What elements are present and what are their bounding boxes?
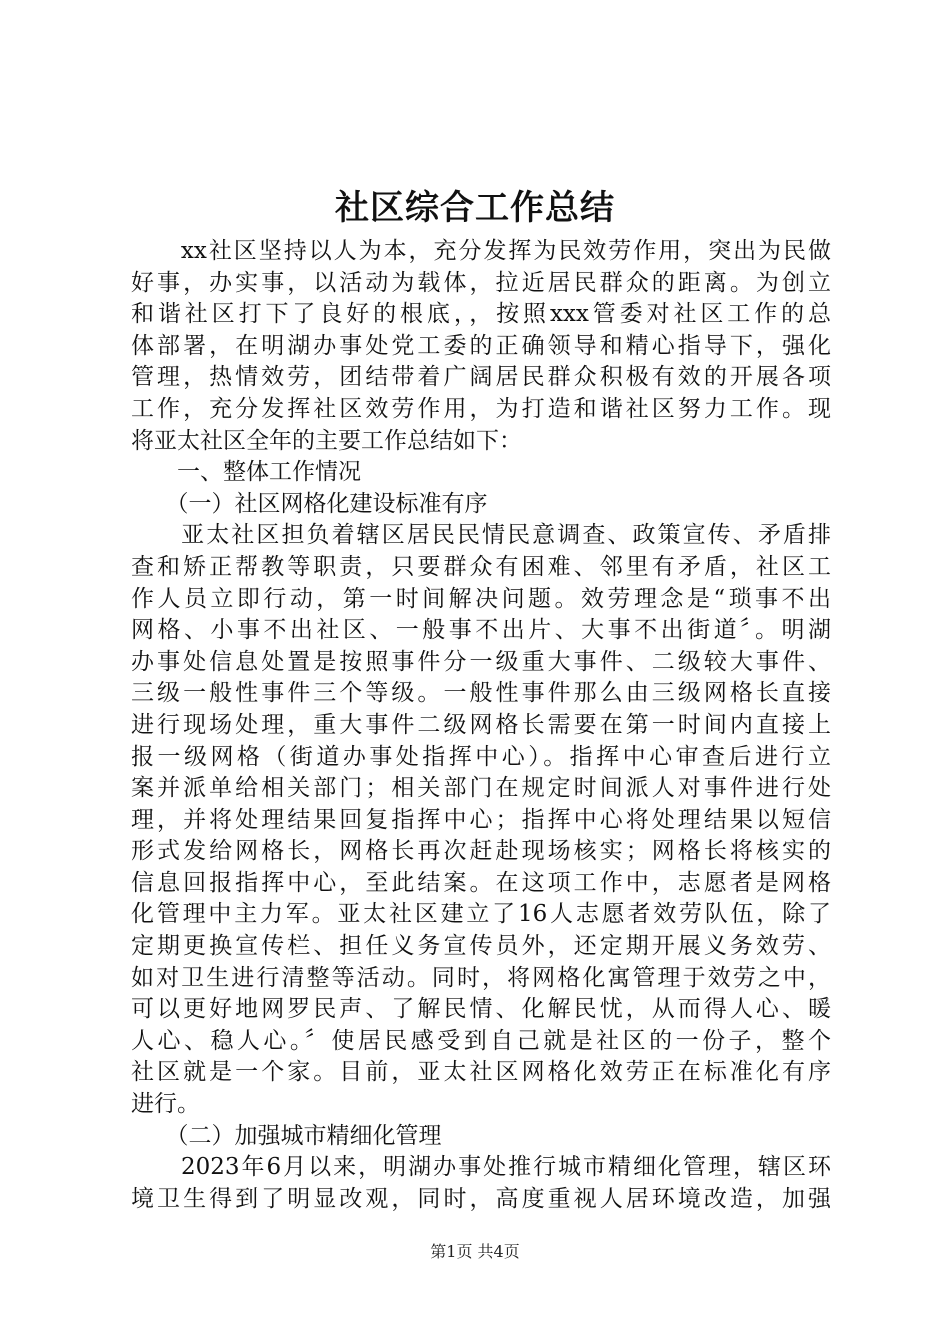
- body-line: 形式发给网格长，网格长再次赶赴现场核实；网格长将核实的: [131, 838, 831, 865]
- body-line: 可以更好地网罗民声、了解民情、化解民忧，从而得人心、暖: [131, 996, 831, 1023]
- body-line: xx社区坚持以人为本，充分发挥为民效劳作用，突出为民做: [131, 238, 831, 264]
- document-title: 社区综合工作总结: [335, 188, 615, 228]
- body-line: 社区就是一个家。目前，亚太社区网格化效劳正在标准化有序: [131, 1059, 831, 1086]
- body-line: 查和矫正帮教等职责，只要群众有困难、邻里有矛盾，社区工: [131, 553, 831, 580]
- body-line: 理，并将处理结果回复指挥中心；指挥中心将处理结果以短信: [131, 806, 831, 833]
- body-line: 作人员立即行动，第一时间解决问题。效劳理念是“琐事不出: [131, 585, 831, 612]
- document-body: [131, 236, 831, 1215]
- body-line: 将亚太社区全年的主要工作总结如下：: [131, 427, 522, 454]
- body-line: 定期更换宣传栏、担任义务宣传员外，还定期开展义务效劳、: [131, 933, 831, 960]
- body-line: 好事，办实事，以活动为载体，拉近居民群众的距离。为创立: [131, 269, 831, 296]
- body-line: 和谐社区打下了良好的根底，，按照xxx管委对社区工作的总: [131, 301, 831, 328]
- body-line: 人心、稳人心。〞使居民感受到自己就是社区的一份子，整个: [131, 1027, 831, 1054]
- body-line: 亚太社区担负着辖区居民民情民意调查、政策宣传、矛盾排: [131, 522, 831, 549]
- subsection-heading: （二）加强城市精细化管理: [131, 1122, 442, 1149]
- body-line: 境卫生得到了明显改观，同时，高度重视人居环境改造，加强: [131, 1185, 831, 1212]
- body-line: 案并派单给相关部门；相关部门在规定时间派人对事件进行处: [131, 775, 831, 802]
- body-line: 进行现场处理，重大事件二级网格长需要在第一时间内直接上: [131, 711, 831, 738]
- body-line: 信息回报指挥中心，至此结案。在这项工作中，志愿者是网格: [131, 869, 831, 896]
- body-line: 工作，充分发挥社区效劳作用，为打造和谐社区努力工作。现: [131, 395, 831, 422]
- body-line: 报一级网格（街道办事处指挥中心）。指挥中心审查后进行立: [131, 743, 831, 770]
- body-line: 化管理中主力军。亚太社区建立了16人志愿者效劳队伍，除了: [131, 901, 831, 928]
- body-line: 如对卫生进行清整等活动。同时，将网格化寓管理于效劳之中，: [131, 964, 831, 991]
- body-line: 进行。: [131, 1091, 200, 1118]
- page-number-footer: 第1页 共4页: [430, 1242, 520, 1261]
- body-line: 管理，热情效劳，团结带着广阔居民群众积极有效的开展各项: [131, 364, 831, 391]
- body-line: 体部署，在明湖办事处党工委的正确领导和精心指导下，强化: [131, 332, 831, 359]
- body-line: 2023年6月以来，明湖办事处推行城市精细化管理，辖区环: [131, 1154, 831, 1181]
- subsection-heading: （一）社区网格化建设标准有序: [131, 490, 488, 517]
- section-heading: 一、整体工作情况: [131, 459, 361, 486]
- body-line: 办事处信息处置是按照事件分一级重大事件、二级较大事件、: [131, 648, 831, 675]
- body-line: 三级一般性事件三个等级。一般性事件那么由三级网格长直接: [131, 680, 831, 707]
- body-line: 网格、小事不出社区、一般事不出片、大事不出街道〞。明湖: [131, 617, 831, 644]
